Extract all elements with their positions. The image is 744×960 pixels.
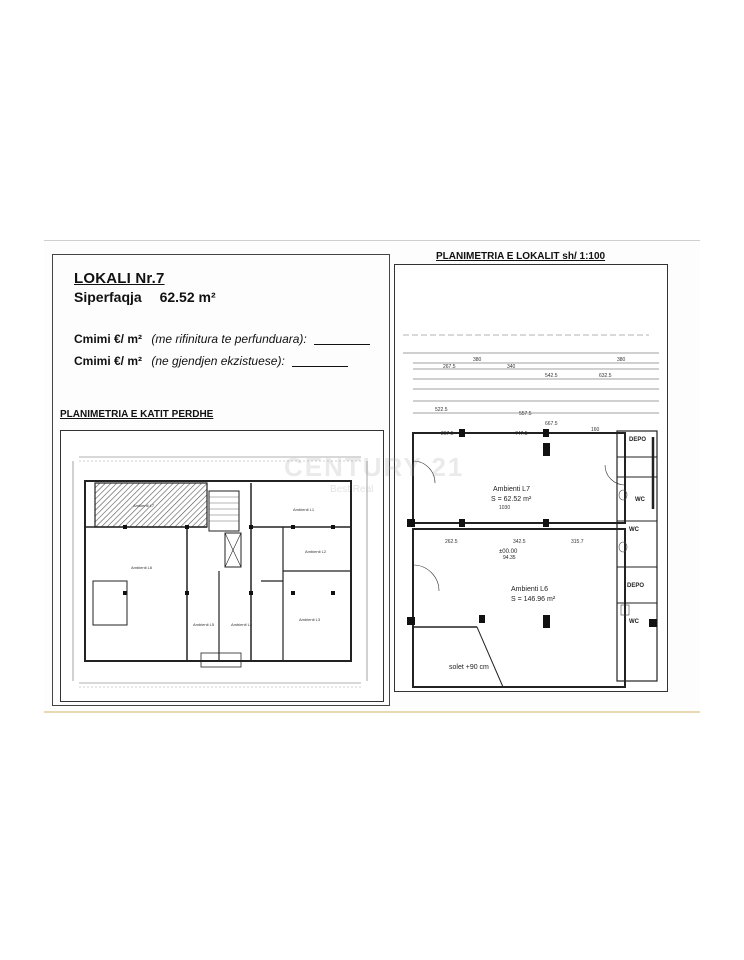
dim-label: 315.7 — [571, 539, 584, 545]
dim-label: 522.5 — [435, 407, 448, 413]
l6-name: Ambienti L6 — [511, 586, 548, 593]
dim-label: 747.5 — [515, 431, 528, 437]
sheet-edge — [44, 711, 700, 713]
price-row-existing — [74, 354, 348, 368]
wc-label: WC — [629, 527, 639, 533]
depo-label: DEPO — [627, 583, 645, 589]
level-label: ±00.00 — [499, 549, 518, 555]
price-blank — [292, 366, 348, 367]
dim-label: 667.5 — [545, 421, 558, 427]
price-label: Cmimi €/ m² — [74, 354, 143, 368]
dim-label: 262.5 — [445, 539, 458, 545]
price-label: Cmimi €/ m² — [74, 332, 143, 346]
floor-room-label: Ambienti L7 — [133, 503, 155, 508]
floor-room-label: Ambienti L5 — [193, 622, 215, 627]
price-note: (ne gjendjen ekzistuese): — [151, 354, 285, 368]
price-note: (me rifinitura te perfunduara): — [151, 332, 307, 346]
area-label: Siperfaqja — [74, 289, 142, 305]
dim-label: 267.5 — [441, 431, 454, 437]
level-label-2: 94.35 — [503, 555, 516, 561]
floor-room-label: Ambienti L3 — [299, 617, 321, 622]
room-l6 — [413, 529, 625, 687]
dim-label: 380 — [617, 357, 626, 363]
dim-label: 342.5 — [513, 539, 526, 545]
wc-label: WC — [635, 497, 645, 503]
dim-label: 542.5 — [545, 373, 558, 379]
lokal-title: LOKALI Nr.7 — [74, 270, 165, 287]
floor-room-label: Ambienti L4 — [231, 622, 253, 627]
area-value: 62.52 m² — [159, 289, 216, 305]
watermark-logo: CENTURY 21 — [284, 452, 465, 482]
floor-room-label: Ambienti L1 — [293, 507, 315, 512]
watermark-sub: Best Real — [330, 484, 374, 495]
l7-area: S = 62.52 m² — [491, 496, 532, 503]
dim-label: 267.5 — [443, 364, 456, 370]
wc-label: WC — [629, 619, 639, 625]
price-row-finished — [74, 332, 370, 346]
dim-label: 1030 — [499, 505, 511, 511]
dim-label: 340 — [507, 364, 516, 370]
dim-label: 380 — [473, 357, 482, 363]
solet-label: solet +90 cm — [449, 664, 489, 671]
floor-room-label: Ambienti L2 — [305, 549, 327, 554]
dim-label: 160 — [591, 427, 600, 433]
dim-label: 557.5 — [519, 411, 532, 417]
l6-area: S = 146.96 m² — [511, 596, 556, 603]
l7-name: Ambienti L7 — [493, 486, 530, 493]
depo-label: DEPO — [629, 437, 647, 443]
price-blank — [314, 344, 370, 345]
dim-label: 632.5 — [599, 373, 612, 379]
floor-room-label: Ambienti L6 — [131, 565, 153, 570]
lokal-plan-title: PLANIMETRIA E LOKALIT sh/ 1:100 — [436, 251, 606, 262]
floor-plan-title: PLANIMETRIA E KATIT PERDHE — [60, 409, 214, 420]
area-row — [74, 289, 216, 305]
